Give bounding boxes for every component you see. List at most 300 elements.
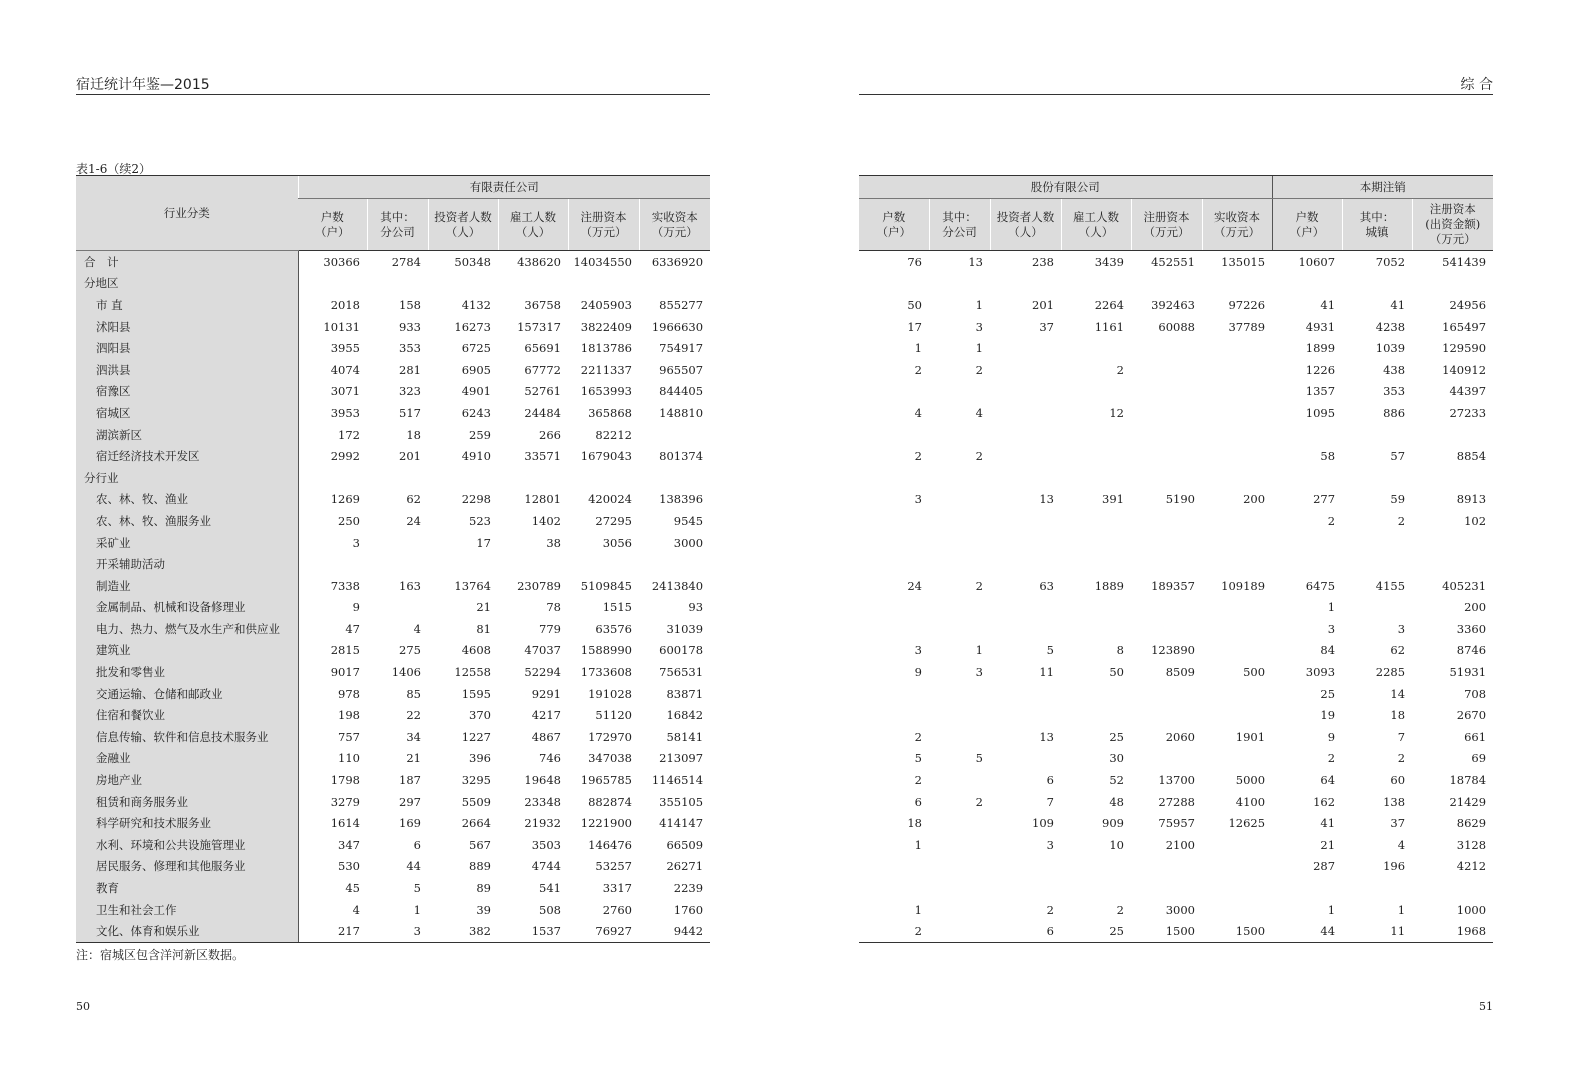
- column-header-line: 注册资本: [1429, 202, 1476, 216]
- column-header: [859, 199, 929, 251]
- table-cell: 405231: [1442, 578, 1487, 593]
- table-row: [76, 445, 710, 467]
- table-cell: 196: [1383, 859, 1406, 874]
- row-label: 住宿和餐饮业: [76, 704, 298, 726]
- table-cell: 1: [975, 341, 983, 356]
- table-row: [76, 748, 710, 770]
- row-label: 建筑业: [76, 640, 298, 662]
- table-cell: 37789: [1228, 319, 1266, 334]
- table-cell: [1342, 532, 1412, 554]
- row-label: 制造业: [76, 575, 298, 597]
- row-label: 宿迁经济技术开发区: [76, 445, 298, 467]
- table-cell: 63576: [595, 621, 632, 636]
- row-label: 交通运输、仓储和邮政业: [76, 683, 298, 705]
- table-cell: 23348: [524, 794, 561, 809]
- table-cell: 1357: [1305, 384, 1336, 399]
- table-cell: 213097: [659, 751, 704, 766]
- table-cell: [568, 553, 639, 575]
- table-cell: 1402: [531, 513, 561, 528]
- table-cell: 17: [907, 319, 922, 334]
- table-cell: 3439: [1094, 254, 1124, 269]
- table-cell: 3093: [1305, 665, 1336, 680]
- table-cell: [1202, 510, 1272, 532]
- table-row: [76, 877, 710, 899]
- table-cell: 16273: [454, 319, 491, 334]
- table-cell: [929, 856, 990, 878]
- table-cell: 746: [539, 751, 561, 766]
- table-cell: 12625: [1228, 816, 1266, 831]
- table-cell: 7: [1046, 794, 1054, 809]
- table-cell: 844405: [659, 384, 704, 399]
- table-cell: 16842: [666, 708, 704, 723]
- table-cell: 198: [338, 708, 360, 723]
- table-cell: 6: [914, 794, 922, 809]
- table-cell: 7338: [330, 578, 360, 593]
- column-header-line: 实收资本: [651, 209, 698, 224]
- table-cell: 3000: [1165, 902, 1195, 917]
- table-cell: [1131, 553, 1202, 575]
- table-cell: 2760: [602, 902, 632, 917]
- table-cell: 21: [476, 600, 491, 615]
- table-cell: 1733608: [580, 665, 632, 680]
- table-cell: [367, 273, 428, 295]
- table-cell: [367, 553, 428, 575]
- row-label: 沭阳县: [76, 316, 298, 338]
- table-cell: 4931: [1305, 319, 1336, 334]
- table-cell: [990, 273, 1061, 295]
- table-cell: 1406: [391, 665, 421, 680]
- table-cell: 53257: [595, 859, 632, 874]
- table-cell: 11: [1039, 665, 1054, 680]
- table-cell: [1131, 337, 1202, 359]
- table-cell: 2405903: [580, 297, 632, 312]
- row-label: 金融业: [76, 748, 298, 770]
- table-cell: 1221900: [580, 816, 632, 831]
- table-cell: 438: [1383, 362, 1406, 377]
- row-label: 采矿业: [76, 532, 298, 554]
- table-cell: 4867: [531, 729, 561, 744]
- table-cell: 2: [975, 794, 983, 809]
- table-cell: 50: [907, 297, 922, 312]
- table-cell: 25: [1320, 686, 1336, 701]
- column-header: [1202, 199, 1272, 251]
- table-row: [859, 251, 1493, 273]
- table-cell: [990, 532, 1061, 554]
- table-cell: [1342, 597, 1412, 619]
- table-cell: 110: [338, 751, 360, 766]
- table-row: [76, 467, 710, 489]
- table-cell: 138: [1383, 794, 1406, 809]
- table-cell: 27288: [1158, 794, 1195, 809]
- table-cell: 1161: [1094, 319, 1124, 334]
- table-row: [76, 920, 710, 942]
- table-cell: [1061, 381, 1131, 403]
- row-label: 市 直: [76, 294, 298, 316]
- table-cell: 2: [1116, 362, 1124, 377]
- table-cell: 78: [546, 600, 561, 615]
- table-cell: 347038: [588, 751, 632, 766]
- table-cell: 2285: [1375, 665, 1406, 680]
- column-header-line: （万元）: [1214, 224, 1261, 239]
- table-cell: [298, 273, 367, 295]
- table-cell: [1412, 877, 1493, 899]
- table-cell: 5109845: [580, 578, 632, 593]
- column-header-line: 其中：: [1359, 209, 1395, 224]
- table-cell: 1039: [1375, 341, 1406, 356]
- table-cell: 33571: [524, 449, 561, 464]
- table-cell: [990, 510, 1061, 532]
- table-row: [859, 489, 1493, 511]
- table-cell: [367, 597, 428, 619]
- table-cell: 2664: [461, 816, 491, 831]
- table-cell: 38: [546, 535, 561, 550]
- table-cell: [929, 532, 990, 554]
- table-row: [76, 294, 710, 316]
- table-cell: 84: [1320, 643, 1336, 658]
- table-cell: 12801: [524, 492, 561, 507]
- table-row: [859, 575, 1493, 597]
- table-cell: 44397: [1449, 384, 1487, 399]
- right-data-table: [859, 175, 1493, 943]
- table-cell: 217: [298, 920, 367, 942]
- table-cell: [1131, 532, 1202, 554]
- table-cell: 541439: [1442, 254, 1487, 269]
- table-cell: 25: [1109, 729, 1124, 744]
- table-cell: 1515: [602, 600, 632, 615]
- table-cell: 2413840: [651, 578, 704, 593]
- table-cell: 2: [859, 920, 929, 942]
- table-cell: 18: [907, 816, 922, 831]
- table-cell: 5: [914, 751, 922, 766]
- column-header-line: （人）: [445, 224, 481, 239]
- table-cell: [1202, 640, 1272, 662]
- table-cell: [990, 359, 1061, 381]
- row-label: 房地产业: [76, 769, 298, 791]
- table-cell: [859, 532, 929, 554]
- row-label: 租赁和商务服务业: [76, 791, 298, 813]
- table-cell: 18: [406, 427, 421, 442]
- table-cell: 2: [1397, 513, 1406, 528]
- table-cell: 2: [1327, 513, 1336, 528]
- table-cell: [929, 424, 990, 446]
- table-cell: 191028: [588, 686, 632, 701]
- column-header-line: 户数: [320, 209, 344, 224]
- table-cell: 2815: [330, 643, 360, 658]
- table-row: [859, 812, 1493, 834]
- column-header-line: （户）: [315, 224, 350, 239]
- table-cell: [1131, 877, 1202, 899]
- table-cell: [1202, 597, 1272, 619]
- table-cell: [1061, 532, 1131, 554]
- column-header-line: 户数: [1295, 209, 1319, 224]
- table-cell: 297: [399, 794, 421, 809]
- table-cell: 17: [476, 535, 491, 550]
- table-cell: [1342, 424, 1412, 446]
- table-cell: [1202, 704, 1272, 726]
- table-cell: 420024: [588, 492, 632, 507]
- table-cell: 1: [914, 902, 922, 917]
- table-cell: 1500: [1131, 920, 1202, 942]
- table-cell: [859, 618, 929, 640]
- table-cell: 1653993: [580, 384, 632, 399]
- table-cell: 8746: [1456, 643, 1487, 658]
- table-cell: 41: [1320, 816, 1336, 831]
- table-cell: [1131, 618, 1202, 640]
- table-cell: [1202, 445, 1272, 467]
- table-cell: 45: [345, 881, 360, 896]
- table-cell: 3071: [330, 384, 360, 399]
- table-cell: 3000: [673, 535, 704, 550]
- table-cell: [990, 337, 1061, 359]
- table-row: [76, 834, 710, 856]
- column-header-line: （户）: [1289, 224, 1325, 239]
- table-cell: 4238: [1375, 319, 1406, 334]
- table-row: [859, 532, 1493, 554]
- table-cell: [1131, 359, 1202, 381]
- table-cell: 138396: [659, 492, 704, 507]
- table-cell: 200: [1243, 492, 1266, 507]
- table-cell: 708: [1464, 686, 1487, 701]
- table-cell: 3822409: [580, 319, 632, 334]
- table-cell: 5190: [1165, 492, 1195, 507]
- table-cell: [1272, 553, 1342, 575]
- table-cell: [1131, 273, 1202, 295]
- table-cell: [1202, 899, 1272, 921]
- column-header-line: 城镇: [1365, 224, 1389, 239]
- table-cell: [859, 856, 929, 878]
- table-row: [76, 337, 710, 359]
- table-cell: 6: [413, 837, 421, 852]
- table-cell: [1202, 618, 1272, 640]
- table-cell: 24: [406, 513, 421, 528]
- table-cell: [1202, 424, 1272, 446]
- table-cell: [1202, 467, 1272, 489]
- table-cell: 2784: [391, 254, 421, 269]
- table-caption: 表1-6（续2）: [76, 162, 151, 176]
- table-cell: [990, 877, 1061, 899]
- table-cell: [1061, 704, 1131, 726]
- table-cell: 21932: [524, 816, 561, 831]
- column-header-line: （万元）: [1143, 224, 1190, 239]
- table-cell: 1000: [1456, 902, 1487, 917]
- table-cell: [929, 381, 990, 403]
- table-cell: [498, 273, 568, 295]
- table-cell: [859, 467, 929, 489]
- column-header: [1412, 199, 1493, 251]
- table-row: [859, 510, 1493, 532]
- table-cell: 355105: [659, 794, 704, 809]
- table-cell: [1272, 532, 1342, 554]
- table-row: [76, 424, 710, 446]
- table-row: [859, 899, 1493, 921]
- table-row: [859, 834, 1493, 856]
- table-cell: 1968: [1412, 920, 1493, 942]
- row-label: 农、林、牧、渔服务业: [76, 510, 298, 532]
- table-cell: 1: [413, 902, 421, 917]
- header-rule-left: [76, 94, 710, 95]
- column-header-line: 其中：: [380, 209, 415, 224]
- table-cell: 3317: [602, 881, 632, 896]
- table-cell: [990, 704, 1061, 726]
- table-cell: 347: [338, 837, 360, 852]
- table-cell: 3056: [602, 535, 632, 550]
- table-cell: 661: [1464, 729, 1487, 744]
- table-cell: [1342, 877, 1412, 899]
- table-cell: 1537: [498, 920, 568, 942]
- table-cell: 158: [399, 297, 421, 312]
- table-cell: 62: [1390, 643, 1406, 658]
- table-cell: 1966630: [651, 319, 704, 334]
- table-cell: [1412, 532, 1493, 554]
- table-cell: [990, 856, 1061, 878]
- table-cell: 567: [469, 837, 491, 852]
- table-cell: [1061, 337, 1131, 359]
- table-cell: 60: [1390, 773, 1406, 788]
- table-cell: 3: [352, 535, 360, 550]
- table-cell: [1202, 402, 1272, 424]
- table-cell: [1131, 683, 1202, 705]
- table-cell: [990, 467, 1061, 489]
- table-cell: 165497: [1442, 319, 1487, 334]
- group-header: 本期注销: [1272, 176, 1493, 199]
- table-cell: 57: [1390, 449, 1406, 464]
- table-cell: [1412, 273, 1493, 295]
- table-cell: [929, 812, 990, 834]
- table-cell: [1202, 273, 1272, 295]
- table-cell: 4: [975, 405, 983, 420]
- table-cell: 10: [1109, 837, 1124, 852]
- table-cell: 365868: [588, 405, 632, 420]
- table-cell: [990, 748, 1061, 770]
- table-cell: 9: [914, 665, 922, 680]
- column-header: [1131, 199, 1202, 251]
- table-cell: 323: [399, 384, 421, 399]
- table-cell: [929, 553, 990, 575]
- table-row: [859, 661, 1493, 683]
- table-cell: [859, 510, 929, 532]
- table-cell: 6725: [461, 341, 491, 356]
- table-cell: 6: [990, 920, 1061, 942]
- table-cell: 18784: [1449, 773, 1487, 788]
- table-cell: 89: [476, 881, 491, 896]
- table-cell: 2298: [461, 492, 491, 507]
- table-cell: [1131, 445, 1202, 467]
- table-cell: 44: [1272, 920, 1342, 942]
- table-cell: [859, 381, 929, 403]
- table-cell: 66509: [666, 837, 704, 852]
- table-row: [76, 381, 710, 403]
- table-cell: 7052: [1375, 254, 1406, 269]
- table-cell: 58141: [666, 729, 704, 744]
- table-cell: 97226: [1228, 297, 1266, 312]
- table-cell: 36758: [524, 297, 561, 312]
- table-cell: 41: [1320, 297, 1336, 312]
- table-cell: 4: [352, 902, 360, 917]
- table-cell: [1061, 424, 1131, 446]
- table-cell: 2211337: [580, 362, 632, 377]
- table-cell: [639, 273, 710, 295]
- table-cell: [1202, 532, 1272, 554]
- table-row: [76, 316, 710, 338]
- table-cell: 6: [1046, 773, 1054, 788]
- table-cell: 11: [1342, 920, 1412, 942]
- right-page: [790, 0, 1587, 1077]
- table-cell: 2: [1046, 902, 1054, 917]
- table-row: [859, 877, 1493, 899]
- table-cell: 1595: [461, 686, 491, 701]
- table-cell: 1: [914, 837, 922, 852]
- table-cell: 1965785: [580, 773, 632, 788]
- table-cell: 3955: [330, 341, 360, 356]
- table-cell: 21429: [1449, 794, 1487, 809]
- group-header-limited-company: 有限责任公司: [298, 176, 710, 199]
- table-cell: 1813786: [580, 341, 632, 356]
- table-cell: 801374: [659, 449, 704, 464]
- table-cell: 13: [1039, 729, 1054, 744]
- row-label: 泗洪县: [76, 359, 298, 381]
- table-cell: [1272, 273, 1342, 295]
- table-cell: 5: [413, 881, 421, 896]
- table-cell: 2100: [1165, 837, 1195, 852]
- table-cell: 52294: [524, 665, 561, 680]
- table-cell: 855277: [659, 297, 704, 312]
- table-cell: 1679043: [580, 449, 632, 464]
- table-cell: 3: [975, 319, 983, 334]
- table-cell: 541: [539, 881, 561, 896]
- table-cell: [1272, 424, 1342, 446]
- table-cell: [1412, 467, 1493, 489]
- table-cell: 353: [399, 341, 421, 356]
- table-cell: [1131, 402, 1202, 424]
- table-cell: 259: [469, 427, 491, 442]
- table-cell: 9291: [531, 686, 561, 701]
- table-cell: [859, 877, 929, 899]
- table-cell: 909: [1102, 816, 1124, 831]
- table-cell: 83871: [666, 686, 704, 701]
- row-label: 信息传输、软件和信息技术服务业: [76, 726, 298, 748]
- table-cell: 4910: [461, 449, 491, 464]
- table-cell: [1202, 359, 1272, 381]
- table-cell: [1412, 553, 1493, 575]
- table-cell: 4100: [1235, 794, 1266, 809]
- table-row: [859, 704, 1493, 726]
- column-header-line: （人）: [515, 224, 551, 239]
- table-cell: [929, 683, 990, 705]
- table-row: [859, 402, 1493, 424]
- table-cell: 396: [469, 751, 491, 766]
- table-cell: 10607: [1298, 254, 1336, 269]
- table-cell: 2: [1116, 902, 1124, 917]
- row-label: 泗阳县: [76, 337, 298, 359]
- table-cell: 2264: [1094, 297, 1124, 312]
- table-cell: [1202, 856, 1272, 878]
- table-cell: 102: [1464, 513, 1487, 528]
- table-cell: [498, 467, 568, 489]
- row-label: 农、林、牧、渔业: [76, 489, 298, 511]
- table-cell: 169: [399, 816, 421, 831]
- column-header-line: 分公司: [942, 224, 977, 239]
- table-cell: 287: [1313, 859, 1336, 874]
- table-cell: 1269: [330, 492, 360, 507]
- table-cell: [1202, 877, 1272, 899]
- table-cell: [990, 402, 1061, 424]
- column-header-line: 投资者人数: [434, 209, 492, 224]
- table-cell: 382: [428, 920, 498, 942]
- table-cell: 27295: [595, 513, 632, 528]
- table-cell: 37: [1039, 319, 1054, 334]
- table-cell: 10131: [323, 319, 360, 334]
- table-cell: [1131, 510, 1202, 532]
